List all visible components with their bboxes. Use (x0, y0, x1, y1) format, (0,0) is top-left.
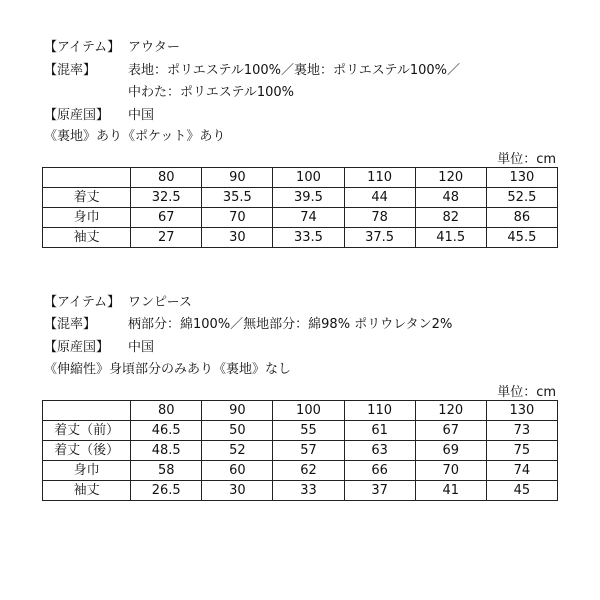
table-cell: 70 (415, 461, 486, 481)
row-label: 身巾 (43, 208, 131, 228)
unit-label: 単位：cm (497, 152, 556, 167)
features-note: 《伸縮性》身頃部分のみあり《裏地》なし (44, 362, 292, 377)
table-cell: 62 (273, 461, 344, 481)
table-cell: 67 (131, 208, 202, 228)
table-cell: 61 (344, 421, 415, 441)
size-header: 110 (344, 168, 415, 188)
table-cell: 35.5 (202, 188, 273, 208)
table-cell: 33 (273, 481, 344, 501)
table-row (43, 421, 558, 441)
size-header-row (43, 401, 558, 421)
origin-label: 【原産国】 (44, 340, 110, 355)
table-cell: 73 (486, 421, 557, 441)
table-cell: 48.5 (131, 441, 202, 461)
table-cell: 26.5 (131, 481, 202, 501)
table-row (43, 461, 558, 481)
size-header: 120 (415, 168, 486, 188)
table-cell: 44 (344, 188, 415, 208)
size-header: 130 (486, 168, 557, 188)
size-header: 100 (273, 168, 344, 188)
material-label: 【混率】 (44, 317, 97, 332)
origin-value: 中国 (128, 340, 155, 355)
features-note: 《裏地》あり《ポケット》あり (44, 129, 226, 144)
table-cell: 60 (202, 461, 273, 481)
item-label: 【アイテム】 (44, 40, 121, 55)
table-cell: 55 (273, 421, 344, 441)
table-cell: 32.5 (131, 188, 202, 208)
table-cell: 70 (202, 208, 273, 228)
table-cell: 58 (131, 461, 202, 481)
origin-label: 【原産国】 (44, 108, 110, 123)
size-header: 90 (202, 401, 273, 421)
material-label: 【混率】 (44, 63, 97, 78)
table-row (43, 228, 558, 248)
table-cell: 41 (415, 481, 486, 501)
size-header: 110 (344, 401, 415, 421)
table-cell: 67 (415, 421, 486, 441)
table-cell: 74 (486, 461, 557, 481)
table-cell: 37 (344, 481, 415, 501)
material-value-line1: 表地：ポリエステル100%／裏地：ポリエステル100%／ (128, 63, 460, 78)
table-cell: 46.5 (131, 421, 202, 441)
table-cell: 86 (486, 208, 557, 228)
size-header: 80 (131, 401, 202, 421)
table-cell: 37.5 (344, 228, 415, 248)
table-cell: 50 (202, 421, 273, 441)
table-row (43, 188, 558, 208)
table-cell: 57 (273, 441, 344, 461)
table-cell: 75 (486, 441, 557, 461)
table-cell: 63 (344, 441, 415, 461)
size-header: 120 (415, 401, 486, 421)
table-cell: 27 (131, 228, 202, 248)
table-cell: 45 (486, 481, 557, 501)
material-value: 柄部分：綿100%／無地部分：綿98% ポリウレタン2% (128, 317, 453, 332)
table-cell: 39.5 (273, 188, 344, 208)
table-cell: 52 (202, 441, 273, 461)
table-cell: 45.5 (486, 228, 557, 248)
origin-value: 中国 (128, 108, 155, 123)
table-cell: 82 (415, 208, 486, 228)
item-value: ワンピース (128, 295, 192, 310)
size-header-row (43, 168, 558, 188)
row-label: 着丈（後） (43, 441, 131, 461)
size-header: 90 (202, 168, 273, 188)
row-label: 着丈（前） (43, 421, 131, 441)
size-header: 130 (486, 401, 557, 421)
table-cell: 30 (202, 228, 273, 248)
row-label: 着丈 (43, 188, 131, 208)
item-label: 【アイテム】 (44, 295, 121, 310)
size-header: 80 (131, 168, 202, 188)
item-value: アウター (128, 40, 180, 55)
row-label: 袖丈 (43, 481, 131, 501)
table-cell: 66 (344, 461, 415, 481)
table-row (43, 208, 558, 228)
header-empty-cell (43, 401, 131, 421)
table-cell: 52.5 (486, 188, 557, 208)
table-cell: 41.5 (415, 228, 486, 248)
row-label: 身巾 (43, 461, 131, 481)
size-header: 100 (273, 401, 344, 421)
table-cell: 33.5 (273, 228, 344, 248)
header-empty-cell (43, 168, 131, 188)
unit-label: 単位：cm (497, 385, 556, 400)
table-cell: 78 (344, 208, 415, 228)
table-cell: 74 (273, 208, 344, 228)
size-table (42, 400, 558, 501)
table-cell: 48 (415, 188, 486, 208)
size-table (42, 167, 558, 248)
table-cell: 69 (415, 441, 486, 461)
material-value-line2: 中わた：ポリエステル100% (128, 85, 294, 100)
table-row (43, 481, 558, 501)
table-cell: 30 (202, 481, 273, 501)
table-row (43, 441, 558, 461)
row-label: 袖丈 (43, 228, 131, 248)
